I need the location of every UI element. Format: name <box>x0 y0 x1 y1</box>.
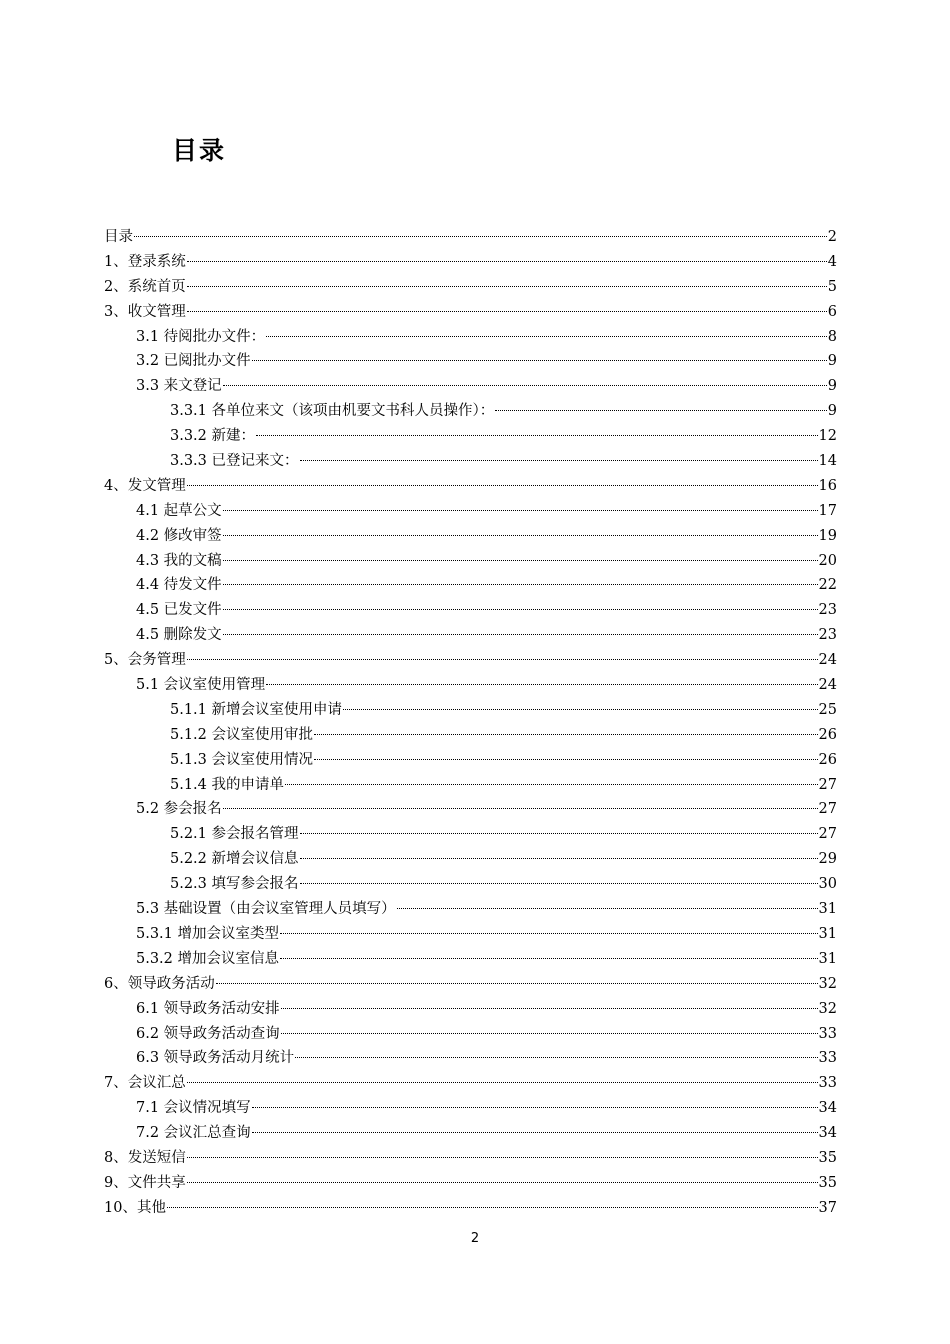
dot-leader <box>187 1157 818 1158</box>
dot-leader <box>187 1082 818 1083</box>
toc-entry[interactable] <box>104 1172 837 1197</box>
toc-entry-page: 4 <box>827 253 837 270</box>
toc-entry[interactable] <box>104 375 837 400</box>
dot-leader <box>187 659 818 660</box>
dot-leader <box>280 933 818 934</box>
toc-entry-title: 4.5 删除发文 <box>136 627 222 644</box>
dot-leader <box>223 808 818 809</box>
toc-entry[interactable] <box>104 873 837 898</box>
toc-entry-page: 30 <box>818 876 837 893</box>
dot-leader <box>300 858 818 859</box>
toc-entry[interactable] <box>104 973 837 998</box>
toc-entry[interactable] <box>104 1047 837 1072</box>
dot-leader <box>187 311 827 312</box>
dot-leader <box>256 435 818 436</box>
toc-entry-page: 9 <box>827 378 837 395</box>
toc-entry-title: 6、领导政务活动 <box>104 975 215 992</box>
toc-entry-page: 33 <box>818 1075 837 1092</box>
toc-entry-page: 5 <box>827 278 837 295</box>
toc-entry[interactable] <box>104 923 837 948</box>
toc-entry-title: 7、会议汇总 <box>104 1075 186 1092</box>
toc-entry-title: 6.2 领导政务活动查询 <box>136 1025 280 1042</box>
toc-entry[interactable] <box>104 326 837 351</box>
toc-entry[interactable] <box>104 998 837 1023</box>
page-title: 目录 <box>172 136 227 165</box>
toc-entry-title: 5.2.1 参会报名管理 <box>170 826 299 843</box>
toc-entry-page: 27 <box>818 776 837 793</box>
toc-entry-title: 6.3 领导政务活动月统计 <box>136 1050 295 1067</box>
toc-entry-page: 12 <box>818 428 837 445</box>
toc-entry-page: 32 <box>818 975 837 992</box>
toc-entry[interactable] <box>104 251 837 276</box>
toc-entry-title: 9、文件共享 <box>104 1174 186 1191</box>
toc-entry[interactable] <box>104 400 837 425</box>
toc-entry-page: 8 <box>827 328 837 345</box>
toc-entry-page: 24 <box>818 677 837 694</box>
toc-entry[interactable] <box>104 948 837 973</box>
dot-leader <box>187 261 827 262</box>
toc-entry[interactable] <box>104 823 837 848</box>
toc-entry-page: 6 <box>827 303 837 320</box>
dot-leader <box>314 734 818 735</box>
toc-entry-page: 27 <box>818 801 837 818</box>
toc-entry-page: 22 <box>818 577 837 594</box>
dot-leader <box>252 1132 818 1133</box>
toc-entry-title: 10、其他 <box>104 1199 166 1216</box>
toc-entry[interactable] <box>104 649 837 674</box>
toc-entry[interactable] <box>104 699 837 724</box>
dot-leader <box>266 684 817 685</box>
dot-leader <box>223 535 818 536</box>
toc-entry-page: 29 <box>818 851 837 868</box>
toc-entry[interactable] <box>104 1122 837 1147</box>
dot-leader <box>300 883 818 884</box>
toc-entry-title: 4.2 修改审签 <box>136 527 222 544</box>
toc-entry-title: 3.3 来文登记 <box>136 378 222 395</box>
toc-entry-title: 3.3.2 新建： <box>170 428 256 445</box>
toc-entry[interactable] <box>104 674 837 699</box>
toc-entry-title: 5.2.2 新增会议信息 <box>170 851 299 868</box>
toc-entry-page: 33 <box>818 1025 837 1042</box>
toc-entry-title: 4.1 起草公文 <box>136 502 222 519</box>
toc-entry-page: 31 <box>818 950 837 967</box>
dot-leader <box>280 958 818 959</box>
toc-entry-title: 6.1 领导政务活动安排 <box>136 1000 280 1017</box>
toc-entry-page: 33 <box>818 1050 837 1067</box>
toc-entry-title: 5.1.4 我的申请单 <box>170 776 285 793</box>
dot-leader <box>187 1182 818 1183</box>
toc-entry[interactable] <box>104 525 837 550</box>
toc-entry-title: 4.4 待发文件 <box>136 577 222 594</box>
toc-entry[interactable] <box>104 1147 837 1172</box>
toc-entry[interactable] <box>104 425 837 450</box>
toc-entry-title: 3.1 待阅批办文件： <box>136 328 266 345</box>
toc-entry-title: 3.3.3 已登记来文： <box>170 453 299 470</box>
toc-entry-page: 14 <box>818 453 837 470</box>
dot-leader <box>134 236 827 237</box>
dot-leader <box>281 1033 818 1034</box>
toc-entry[interactable] <box>104 1197 837 1222</box>
toc-entry-page: 35 <box>818 1149 837 1166</box>
toc-entry[interactable] <box>104 724 837 749</box>
toc-entry-title: 5.3.2 增加会议室信息 <box>136 950 280 967</box>
dot-leader <box>295 1057 817 1058</box>
dot-leader <box>252 1107 818 1108</box>
toc-entry[interactable] <box>104 1072 837 1097</box>
toc-entry[interactable] <box>104 550 837 575</box>
table-of-contents <box>104 226 837 1222</box>
dot-leader <box>343 709 818 710</box>
toc-entry[interactable] <box>104 574 837 599</box>
toc-entry-page: 31 <box>818 925 837 942</box>
toc-entry[interactable] <box>104 226 837 251</box>
dot-leader <box>266 336 827 337</box>
toc-entry[interactable] <box>104 450 837 475</box>
dot-leader <box>285 784 818 785</box>
toc-entry-title: 5.1 会议室使用管理 <box>136 677 266 694</box>
dot-leader <box>252 360 827 361</box>
toc-entry-title: 5.3 基础设置（由会议室管理人员填写） <box>136 901 396 918</box>
page-number: 2 <box>470 1231 480 1246</box>
toc-entry[interactable] <box>104 798 837 823</box>
toc-entry-page: 34 <box>818 1125 837 1142</box>
toc-entry[interactable] <box>104 276 837 301</box>
dot-leader <box>495 410 827 411</box>
dot-leader <box>300 460 818 461</box>
toc-entry-page: 17 <box>818 502 837 519</box>
toc-entry-title: 3、收文管理 <box>104 303 186 320</box>
dot-leader <box>223 385 827 386</box>
toc-entry-page: 9 <box>827 403 837 420</box>
dot-leader <box>223 510 818 511</box>
toc-entry-title: 5.2.3 填写参会报名 <box>170 876 299 893</box>
toc-entry-page: 26 <box>818 726 837 743</box>
toc-entry[interactable] <box>104 1097 837 1122</box>
dot-leader <box>167 1207 818 1208</box>
toc-entry[interactable] <box>104 500 837 525</box>
dot-leader <box>397 908 818 909</box>
dot-leader <box>223 634 818 635</box>
toc-entry-title: 4.5 已发文件 <box>136 602 222 619</box>
toc-entry[interactable] <box>104 475 837 500</box>
toc-entry-title: 5、会务管理 <box>104 652 186 669</box>
toc-entry-page: 26 <box>818 751 837 768</box>
toc-entry-page: 9 <box>827 353 837 370</box>
dot-leader <box>223 609 818 610</box>
toc-entry-title: 7.1 会议情况填写 <box>136 1100 251 1117</box>
dot-leader <box>281 1008 818 1009</box>
toc-entry-title: 5.2 参会报名 <box>136 801 222 818</box>
toc-entry[interactable] <box>104 848 837 873</box>
toc-entry[interactable] <box>104 350 837 375</box>
toc-entry-page: 27 <box>818 826 837 843</box>
dot-leader <box>300 833 818 834</box>
toc-entry[interactable] <box>104 1023 837 1048</box>
toc-entry-page: 25 <box>818 701 837 718</box>
toc-entry-title: 4.3 我的文稿 <box>136 552 222 569</box>
toc-entry-page: 2 <box>827 229 837 245</box>
toc-entry-page: 20 <box>818 552 837 569</box>
toc-entry[interactable] <box>104 599 837 624</box>
toc-entry-page: 16 <box>818 477 837 494</box>
toc-entry-title: 目录 <box>104 229 133 245</box>
toc-entry[interactable] <box>104 898 837 923</box>
toc-entry-title: 3.3.1 各单位来文（该项由机要文书科人员操作）： <box>170 403 495 420</box>
toc-entry-title: 3.2 已阅批办文件 <box>136 353 251 370</box>
toc-entry-title: 5.1.2 会议室使用审批 <box>170 726 314 743</box>
toc-entry-title: 5.1.3 会议室使用情况 <box>170 751 314 768</box>
dot-leader <box>187 485 818 486</box>
toc-entry-title: 4、发文管理 <box>104 477 186 494</box>
toc-entry-page: 34 <box>818 1100 837 1117</box>
toc-entry-page: 32 <box>818 1000 837 1017</box>
dot-leader <box>223 584 818 585</box>
toc-entry[interactable] <box>104 774 837 799</box>
toc-entry-page: 35 <box>818 1174 837 1191</box>
toc-entry-title: 1、登录系统 <box>104 253 186 270</box>
toc-entry-page: 31 <box>818 901 837 918</box>
dot-leader <box>314 759 818 760</box>
dot-leader <box>187 286 827 287</box>
toc-entry-title: 5.3.1 增加会议室类型 <box>136 925 280 942</box>
toc-entry-title: 8、发送短信 <box>104 1149 186 1166</box>
toc-entry-page: 24 <box>818 652 837 669</box>
toc-entry-page: 23 <box>818 602 837 619</box>
toc-entry-title: 5.1.1 新增会议室使用申请 <box>170 701 343 718</box>
toc-entry-page: 23 <box>818 627 837 644</box>
toc-entry-page: 19 <box>818 527 837 544</box>
dot-leader <box>216 983 818 984</box>
toc-entry[interactable] <box>104 624 837 649</box>
toc-entry[interactable] <box>104 301 837 326</box>
toc-entry-page: 37 <box>818 1199 837 1216</box>
toc-entry-title: 2、系统首页 <box>104 278 186 295</box>
dot-leader <box>223 560 818 561</box>
toc-entry-title: 7.2 会议汇总查询 <box>136 1125 251 1142</box>
toc-entry[interactable] <box>104 749 837 774</box>
